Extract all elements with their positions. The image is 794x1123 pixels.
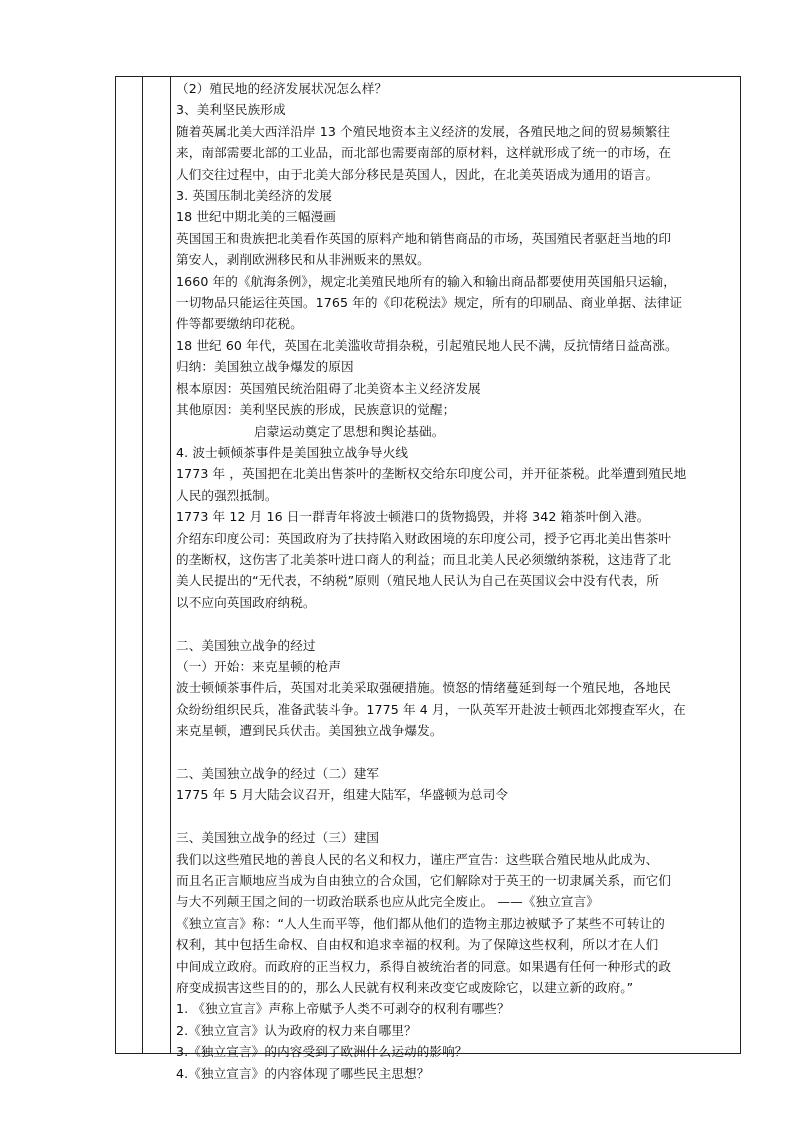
- question-item: 4.《独立宣言》的内容体现了哪些民主思想？: [176, 1065, 430, 1081]
- text-line: 介绍东印度公司：英国政府为了扶持陷入财政困境的东印度公司，授予它再北美出售茶叶: [176, 530, 672, 546]
- table-column-divider-1: [142, 76, 143, 1054]
- text-line: 的垄断权，这伤害了北美茶叶进口商人的利益；而且北美人民必须缴纳茶税，这违背了北: [176, 551, 672, 567]
- text-line: 中间成立政府。而政府的正当权力，系得自被统治者的同意。如果遇有任何一种形式的政: [176, 958, 672, 974]
- text-line: 启蒙运动奠定了思想和舆论基础。: [254, 423, 445, 439]
- question-item: 2.《独立宣言》认为政府的权力来自哪里？: [176, 1022, 417, 1038]
- text-line: 波士顿倾茶事件后，英国对北美采取强硬措施。愤怒的情绪蔓延到每一个殖民地，各地民: [176, 680, 672, 696]
- text-line: 我们以这些殖民地的善良人民的名义和权力，谨庄严宣告：这些联合殖民地从此成为、: [176, 851, 659, 867]
- section-heading: 二、美国独立战争的经过（二）建军: [176, 765, 380, 781]
- text-line: 18 世纪 60 年代，英国在北美滥收苛捐杂税，引起殖民地人民不满，反抗情绪日益高涨。: [176, 337, 678, 353]
- text-line: 人民的强烈抵制。: [176, 487, 278, 503]
- text-line: 而且名正言顺地应当成为自由独立的合众国，它们解除对于英王的一切隶属关系，而它们: [176, 872, 672, 888]
- text-line: 件等都要缴纳印花税。: [176, 316, 303, 332]
- text-line: 其他原因：美利坚民族的形成，民族意识的觉醒；: [176, 402, 456, 418]
- text-line: 归纳：美国独立战争爆发的原因: [176, 359, 354, 375]
- text-line: 府变成损害这些目的的，那么人民就有权利来改变它或废除它，以建立新的政府。”: [176, 980, 634, 996]
- text-line: 第安人，剥削欧洲移民和从非洲贩来的黑奴。: [176, 252, 430, 268]
- blank-line: [176, 613, 736, 634]
- section-heading: 二、美国独立战争的经过: [176, 637, 316, 653]
- text-line: 根本原因：英国殖民统治阻碍了北美资本主义经济发展: [176, 380, 481, 396]
- text-line: 与大不列颠王国之间的一切政治联系也应从此完全废止。 ——《独立宣言》: [176, 894, 599, 910]
- text-line: 人们交往过程中，由于北美大部分移民是英国人，因此，在北美英语成为通用的语言。: [176, 166, 659, 182]
- text-line: 美人民提出的“无代表，不纳税”原则（殖民地人民认为自己在英国议会中没有代表，所: [176, 573, 659, 589]
- blank-line: [176, 742, 736, 763]
- text-line: 3. 英国压制北美经济的发展: [176, 188, 332, 204]
- question-item: 3.《独立宣言》的内容受到了欧洲什么运动的影响？: [176, 1044, 468, 1060]
- text-line: 1773 年 ，英国把在北美出售茶叶的垄断权交给东印度公司，并开征茶税。此举遭到殖民地: [176, 466, 687, 482]
- section-heading: 三、美国独立战争的经过（三）建国: [176, 830, 380, 846]
- text-line: 众纷纷组织民兵，准备武装斗争。1775 年 4 月，一队英军开赴波士顿西北郊搜查军火，在: [176, 701, 686, 717]
- text-line: 随着英属北美大西洋沿岸 13 个殖民地资本主义经济的发展，各殖民地之间的贸易频繁往: [176, 123, 671, 139]
- text-line: 18 世纪中期北美的三幅漫画: [176, 209, 336, 225]
- text-line: 1660 年的《航海条例》，规定北美殖民地所有的输入和输出商品都要使用英国船只运输，: [176, 273, 676, 289]
- text-line: （一）开始：来克星顿的枪声: [176, 658, 342, 674]
- text-line: 4. 波士顿倾茶事件是美国独立战争导火线: [176, 444, 409, 460]
- text-line: （2）殖民地的经济发展状况怎么样？: [176, 81, 388, 96]
- blank-line: [176, 806, 736, 827]
- question-item: 1. 《独立宣言》声称上帝赋予人类不可剥夺的权利有哪些？: [176, 1001, 510, 1017]
- table-column-divider-2: [170, 76, 171, 1054]
- text-line: 3、美利坚民族形成: [176, 102, 286, 118]
- text-line: 来，南部需要北部的工业品，而北部也需要南部的原材料，这样就形成了统一的市场，在: [176, 145, 672, 161]
- text-line: 1773 年 12 月 16 日一群青年将波士顿港口的货物捣毁，并将 342 箱茶叶倒入港。: [176, 509, 650, 525]
- text-line: 英国国王和贵族把北美看作英国的原料产地和销售商品的市场，英国殖民者驱赶当地的印: [176, 230, 672, 246]
- text-line: 以不应向英国政府纳税。: [176, 594, 316, 610]
- text-line: 来克星顿，遭到民兵伏击。美国独立战争爆发。: [176, 723, 443, 739]
- text-line: 1775 年 5 月大陆会议召开，组建大陆军，华盛顿为总司令: [176, 787, 509, 803]
- text-line: 一切物品只能运往英国。1765 年的《印花税法》规定，所有的印刷品、商业单据、法律证: [176, 295, 683, 311]
- text-line: 《独立宣言》称：“人人生而平等，他们都从他们的造物主那边被赋予了某些不可转让的: [176, 915, 665, 931]
- text-line: 权利，其中包括生命权、自由权和追求幸福的权利。为了保障这些权利，所以才在人们: [176, 937, 659, 953]
- lesson-content-cell: [176, 78, 736, 1084]
